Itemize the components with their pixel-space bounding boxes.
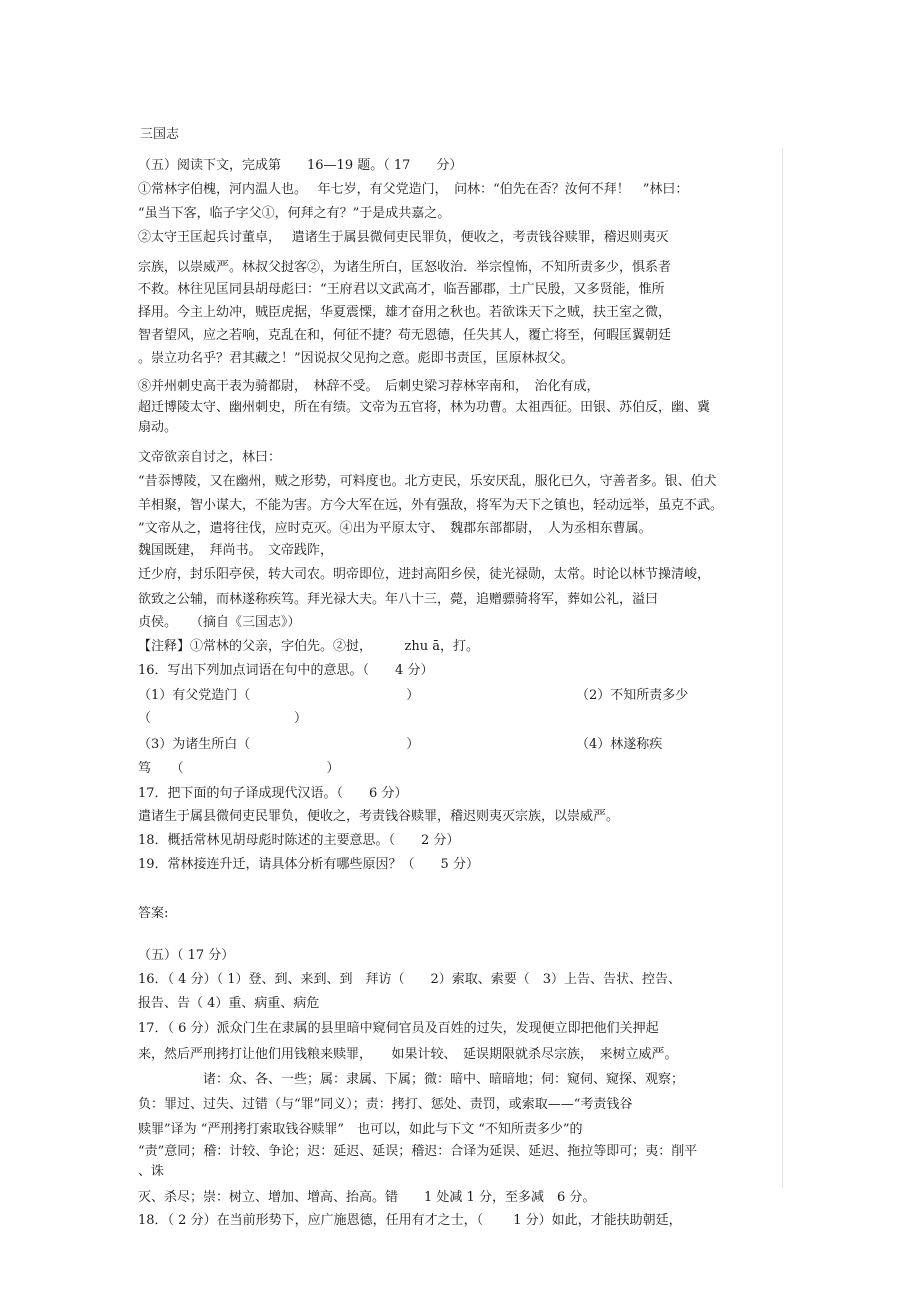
text-line: ⑧并州刺史高干表为骑都尉， 林辞不受。 后刺史梁习荐林宰南和， 治化有成，	[138, 379, 600, 394]
question-18: 18．概括常林见胡母彪时陈述的主要意思。（ 2 分）	[138, 833, 460, 848]
answer-16: 16．（ 4 分）（ 1）登、到、来到、到 拜访（ 2）索取、索要（ 3）上告、告状、控告、	[138, 972, 682, 987]
text-line: “虽当下客，临子字父①，何拜之有？”于是成共嘉之。	[138, 206, 451, 221]
text-line: 择用。今主上幼冲，贼臣虎据，华夏震慄，雄才奋用之秋也。若欲诛天下之贼，扶王室之微，	[138, 305, 672, 320]
answer-17: 17．（ 6 分）派众门生在隶属的县里暗中窥伺官员及百姓的过失，发现便立即把他们关押起	[138, 1021, 659, 1036]
text-line: 宗族，以崇威严。林叔父挝客②，为诸生所白，匡怒收治．举宗惶怖，不知所责多少，惧系者	[138, 260, 672, 275]
answer-18: 18．（ 2 分）在当前形势下，应广施恩德，任用有才之士，（ 1 分）如此，才能扶助朝廷，	[138, 1213, 682, 1228]
text-line: 超迁博陵太守、幽州刺史，所在有绩。文帝为五官将，林为功曹。太祖西征。田银、苏伯反，幽、冀	[138, 400, 711, 415]
text-line: 文帝欲亲自讨之，林曰：	[138, 450, 282, 465]
page-title: 三国志	[140, 127, 180, 142]
q16-item-2: （2）不知所责多少	[576, 688, 689, 703]
text-line: ”文帝从之，遣将往伐，应时克灭。④出为平原太守、 魏郡东部都尉， 人为丞相东曹属。	[138, 521, 652, 536]
q16-item-2-blank: （ ）	[138, 711, 308, 726]
question-16: 16．写出下列加点词语在句中的意思。（ 4 分）	[138, 663, 434, 678]
text-line: 。崇立功名乎？君其藏之！”因说叔父见拘之意。彪即书责匡，匡原林叔父。	[138, 351, 574, 366]
answer-17-gloss: “责”意同；稽：计较、争论；迟：延迟、延误；稽迟：合译为延误、延迟、拖拉等即可；夷：削平	[138, 1144, 698, 1159]
question-17: 17．把下面的句子译成现代汉语。（ 6 分）	[138, 786, 408, 801]
text-line: 欲致之公辅，而林遂称疾笃。拜光禄大夫。年八十三，薨，追赠骠骑将军，葬如公礼，溢曰	[138, 592, 659, 607]
margin-rule	[782, 148, 783, 1188]
q16-item-1: （1）有父党造门（ ）	[138, 688, 420, 703]
answer-heading: 答案:	[138, 906, 169, 921]
text-line: 智者望风，应之若响，克乱在和，何征不捷？苟无恩德，任失其人，覆亡将至，何暇匡翼朝廷	[138, 328, 672, 343]
answer-17-gloss: 诸：众、各、一些；属：隶属、下属；微：暗中、暗暗地；伺：窥伺、窥探、观察；	[138, 1072, 685, 1087]
q16-item-4: （4）林遂称疾	[576, 737, 663, 752]
answer-section: （五）（ 17 分）	[138, 948, 235, 963]
answer-17-cont: 来，然后严刑拷打让他们用钱粮来赎罪， 如果计较、 延误期限就杀尽宗族， 来树立威严。	[138, 1047, 678, 1062]
section-heading: （五）阅读下文，完成第 16—19 题。（ 17 分）	[138, 158, 463, 173]
answer-17-gloss: 赎罪”译为 “严刑拷打索取钱谷赎罪” 也可以，如此与下文 “不知所责多少”的	[138, 1122, 583, 1137]
text-line: 羊相聚，智小谋大，不能为害。方今大军在远，外有强敌，将军为天下之镇也，轻动远举，虽克不武。	[138, 498, 724, 513]
question-19: 19．常林接连升迁，请具体分析有哪些原因？（ 5 分）	[138, 857, 479, 872]
answer-17-gloss: 、诛	[138, 1164, 165, 1179]
annotation-note: 【注释】①常林的父亲，字伯先。②挝， zhu ā，打。	[138, 639, 479, 654]
answer-16-cont: 报告、告（ 4）重、病重、病危	[138, 996, 320, 1011]
text-line: 魏国既建， 拜尚书。 文帝践阼，	[138, 543, 334, 558]
q16-item-3: （3）为诸生所白（ ）	[138, 737, 420, 752]
answer-17-gloss: 灭、杀尽；崇：树立、增加、增高、抬高。错 1 处减 1 分，至多减 6 分。	[138, 1190, 596, 1205]
text-line: 扇动。	[138, 420, 178, 435]
q16-item-4-blank: 笃 （ ）	[138, 761, 340, 776]
text-line: 迁少府，封乐阳亭侯，转大司农。明帝即位，进封高阳乡侯，徒光禄勋，太常。时论以林节操清峻，	[138, 567, 711, 582]
text-line: “昔忝博陵，又在幽州，贼之形势，可料度也。北方吏民，乐安厌乱，服化已久，守善者多。银、伯犬	[138, 474, 717, 489]
text-line: 不救。林往见匡同县胡母彪曰：“王府君以文武高才，临吾鄙郡，土广民殷，又多贤能，惟所	[138, 282, 665, 297]
text-line: 贞侯。 （摘自《三国志》）	[138, 615, 301, 630]
text-line: ②太守王匡起兵讨董卓， 遣诸生于属县微伺吏民罪负，便收之，考责钱谷赎罪，稽迟则夷灭	[138, 230, 669, 245]
answer-17-gloss: 负：罪过、过失、过错（与“罪”同义）；责：拷打、惩处、责罚，或索取——“考责钱谷	[138, 1097, 633, 1112]
question-17-sentence: 遣诸生于属县微伺吏民罪负，便收之，考责钱谷赎罪，稽迟则夷灭宗族，以崇威严。	[138, 809, 620, 824]
text-line: ①常林字伯槐，河内温人也。 年七岁，有父党造门， 问林：“伯先在否？汝何不拜！ ”林曰：	[138, 182, 689, 197]
